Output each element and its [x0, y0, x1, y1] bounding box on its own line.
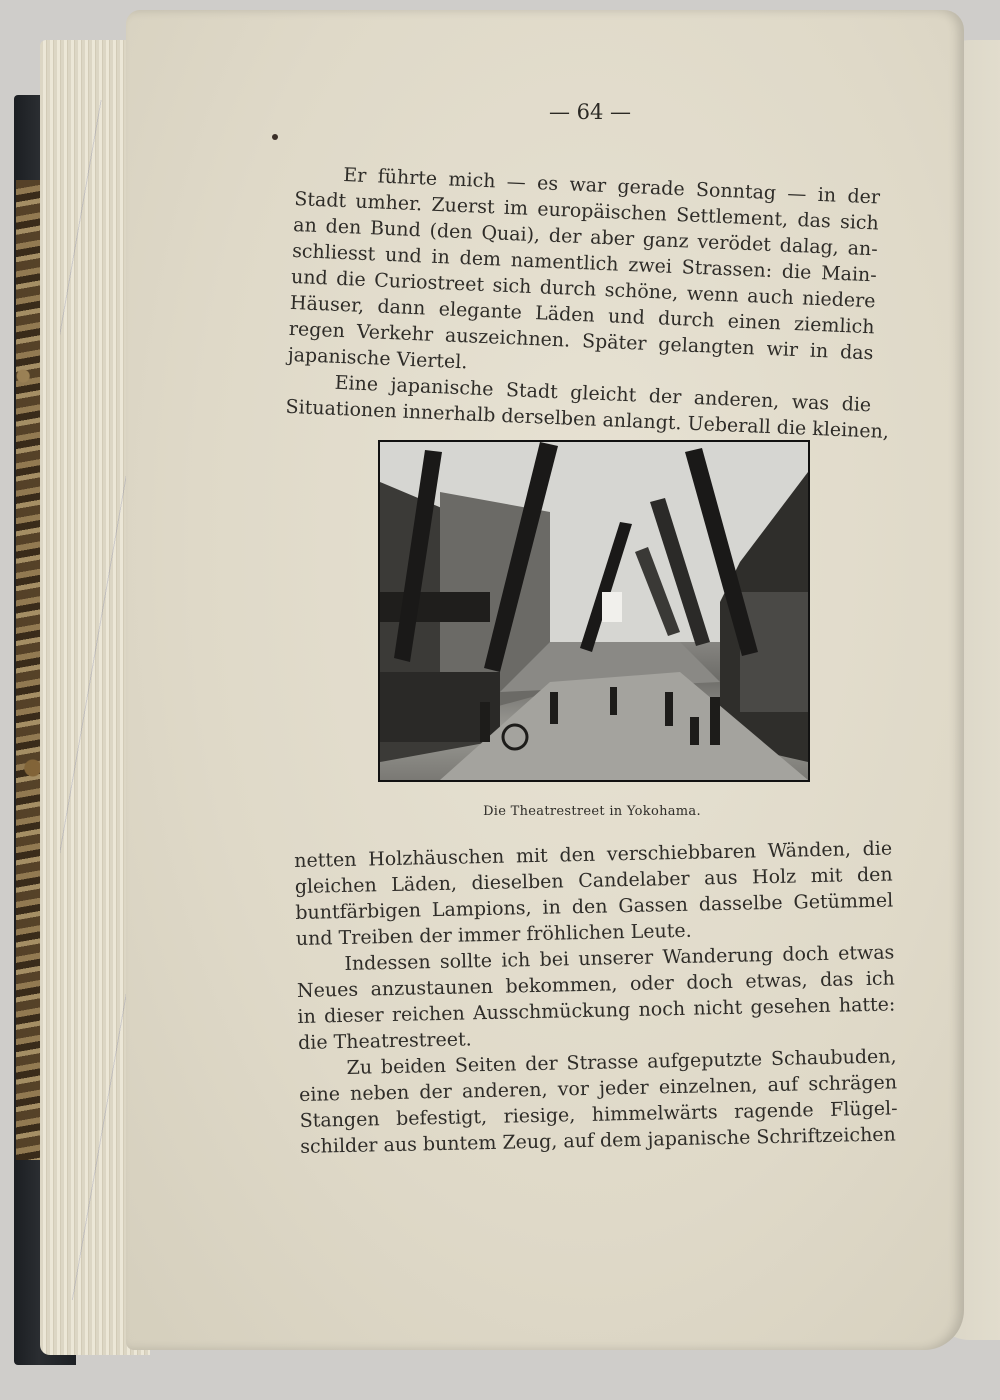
- ink-spot: [272, 134, 278, 140]
- text-line: die Theatrestreet.: [297, 1028, 472, 1054]
- text-line: Situationen innerhalb derselben anlangt. Ueberall die kleinen,: [285, 395, 890, 444]
- text-line: japanische Viertel.: [287, 343, 468, 374]
- text-line: Indessen sollte ich bei unserer Wanderung doch etwas: [344, 941, 895, 975]
- text-line: netten Holzhäuschen mit den verschiebbaren Wänden, die: [294, 837, 893, 872]
- text-line: buntfärbigen Lampions, in den Gassen dasselbe Getümmel: [295, 889, 894, 924]
- text-block-top: [285, 160, 890, 444]
- street-illustration: [380, 442, 808, 780]
- page-number: — 64 —: [548, 100, 632, 124]
- text-line: Stadt umher. Zuerst im europäischen Settlement, das sich: [293, 187, 880, 235]
- text-line: schilder aus buntem Zeug, auf dem japanische Schriftzeichen: [300, 1123, 897, 1158]
- text-line: Neues anzustaunen bekommen, oder doch etwas, das ich: [296, 967, 896, 1002]
- figure-caption: Die Theatrestreet in Yokohama.: [483, 804, 701, 819]
- text-line: und die Curiostreet sich durch schöne, wenn auch niedere: [290, 265, 876, 313]
- text-line: schliesst und in dem namentlich zwei Strassen: die Main-: [291, 239, 878, 287]
- text-line: und Treiben der immer fröhlichen Leute.: [295, 919, 692, 950]
- text-line: Eine japanische Stadt gleicht der anderen, was die: [334, 371, 872, 417]
- marbled-spine: [16, 180, 40, 1160]
- theatrestreet-photograph: [378, 440, 810, 782]
- text-line: an den Bund (den Quai), der aber ganz verödet dalag, an-: [292, 213, 879, 261]
- text-line: Er führte mich — es war gerade Sonntag — in der: [342, 164, 881, 209]
- text-line: regen Verkehr auszeichnen. Später gelangten wir in das: [288, 317, 874, 365]
- text-line: Häuser, dann elegante Läden und durch einen ziemlich: [289, 291, 875, 339]
- text-line: in dieser reichen Ausschmückung noch nicht gesehen hatte:: [297, 993, 896, 1028]
- text-line: gleichen Läden, dieselben Candelaber aus Holz mit den: [294, 863, 893, 898]
- text-line: Stangen befestigt, riesige, himmelwärts ragende Flügel-: [299, 1097, 898, 1132]
- text-line: eine neben der anderen, vor jeder einzelnen, auf schrägen: [298, 1071, 898, 1106]
- text-line: Zu beiden Seiten der Strasse aufgeputzte Schaubuden,: [346, 1045, 897, 1079]
- text-block-bottom: [294, 835, 898, 1159]
